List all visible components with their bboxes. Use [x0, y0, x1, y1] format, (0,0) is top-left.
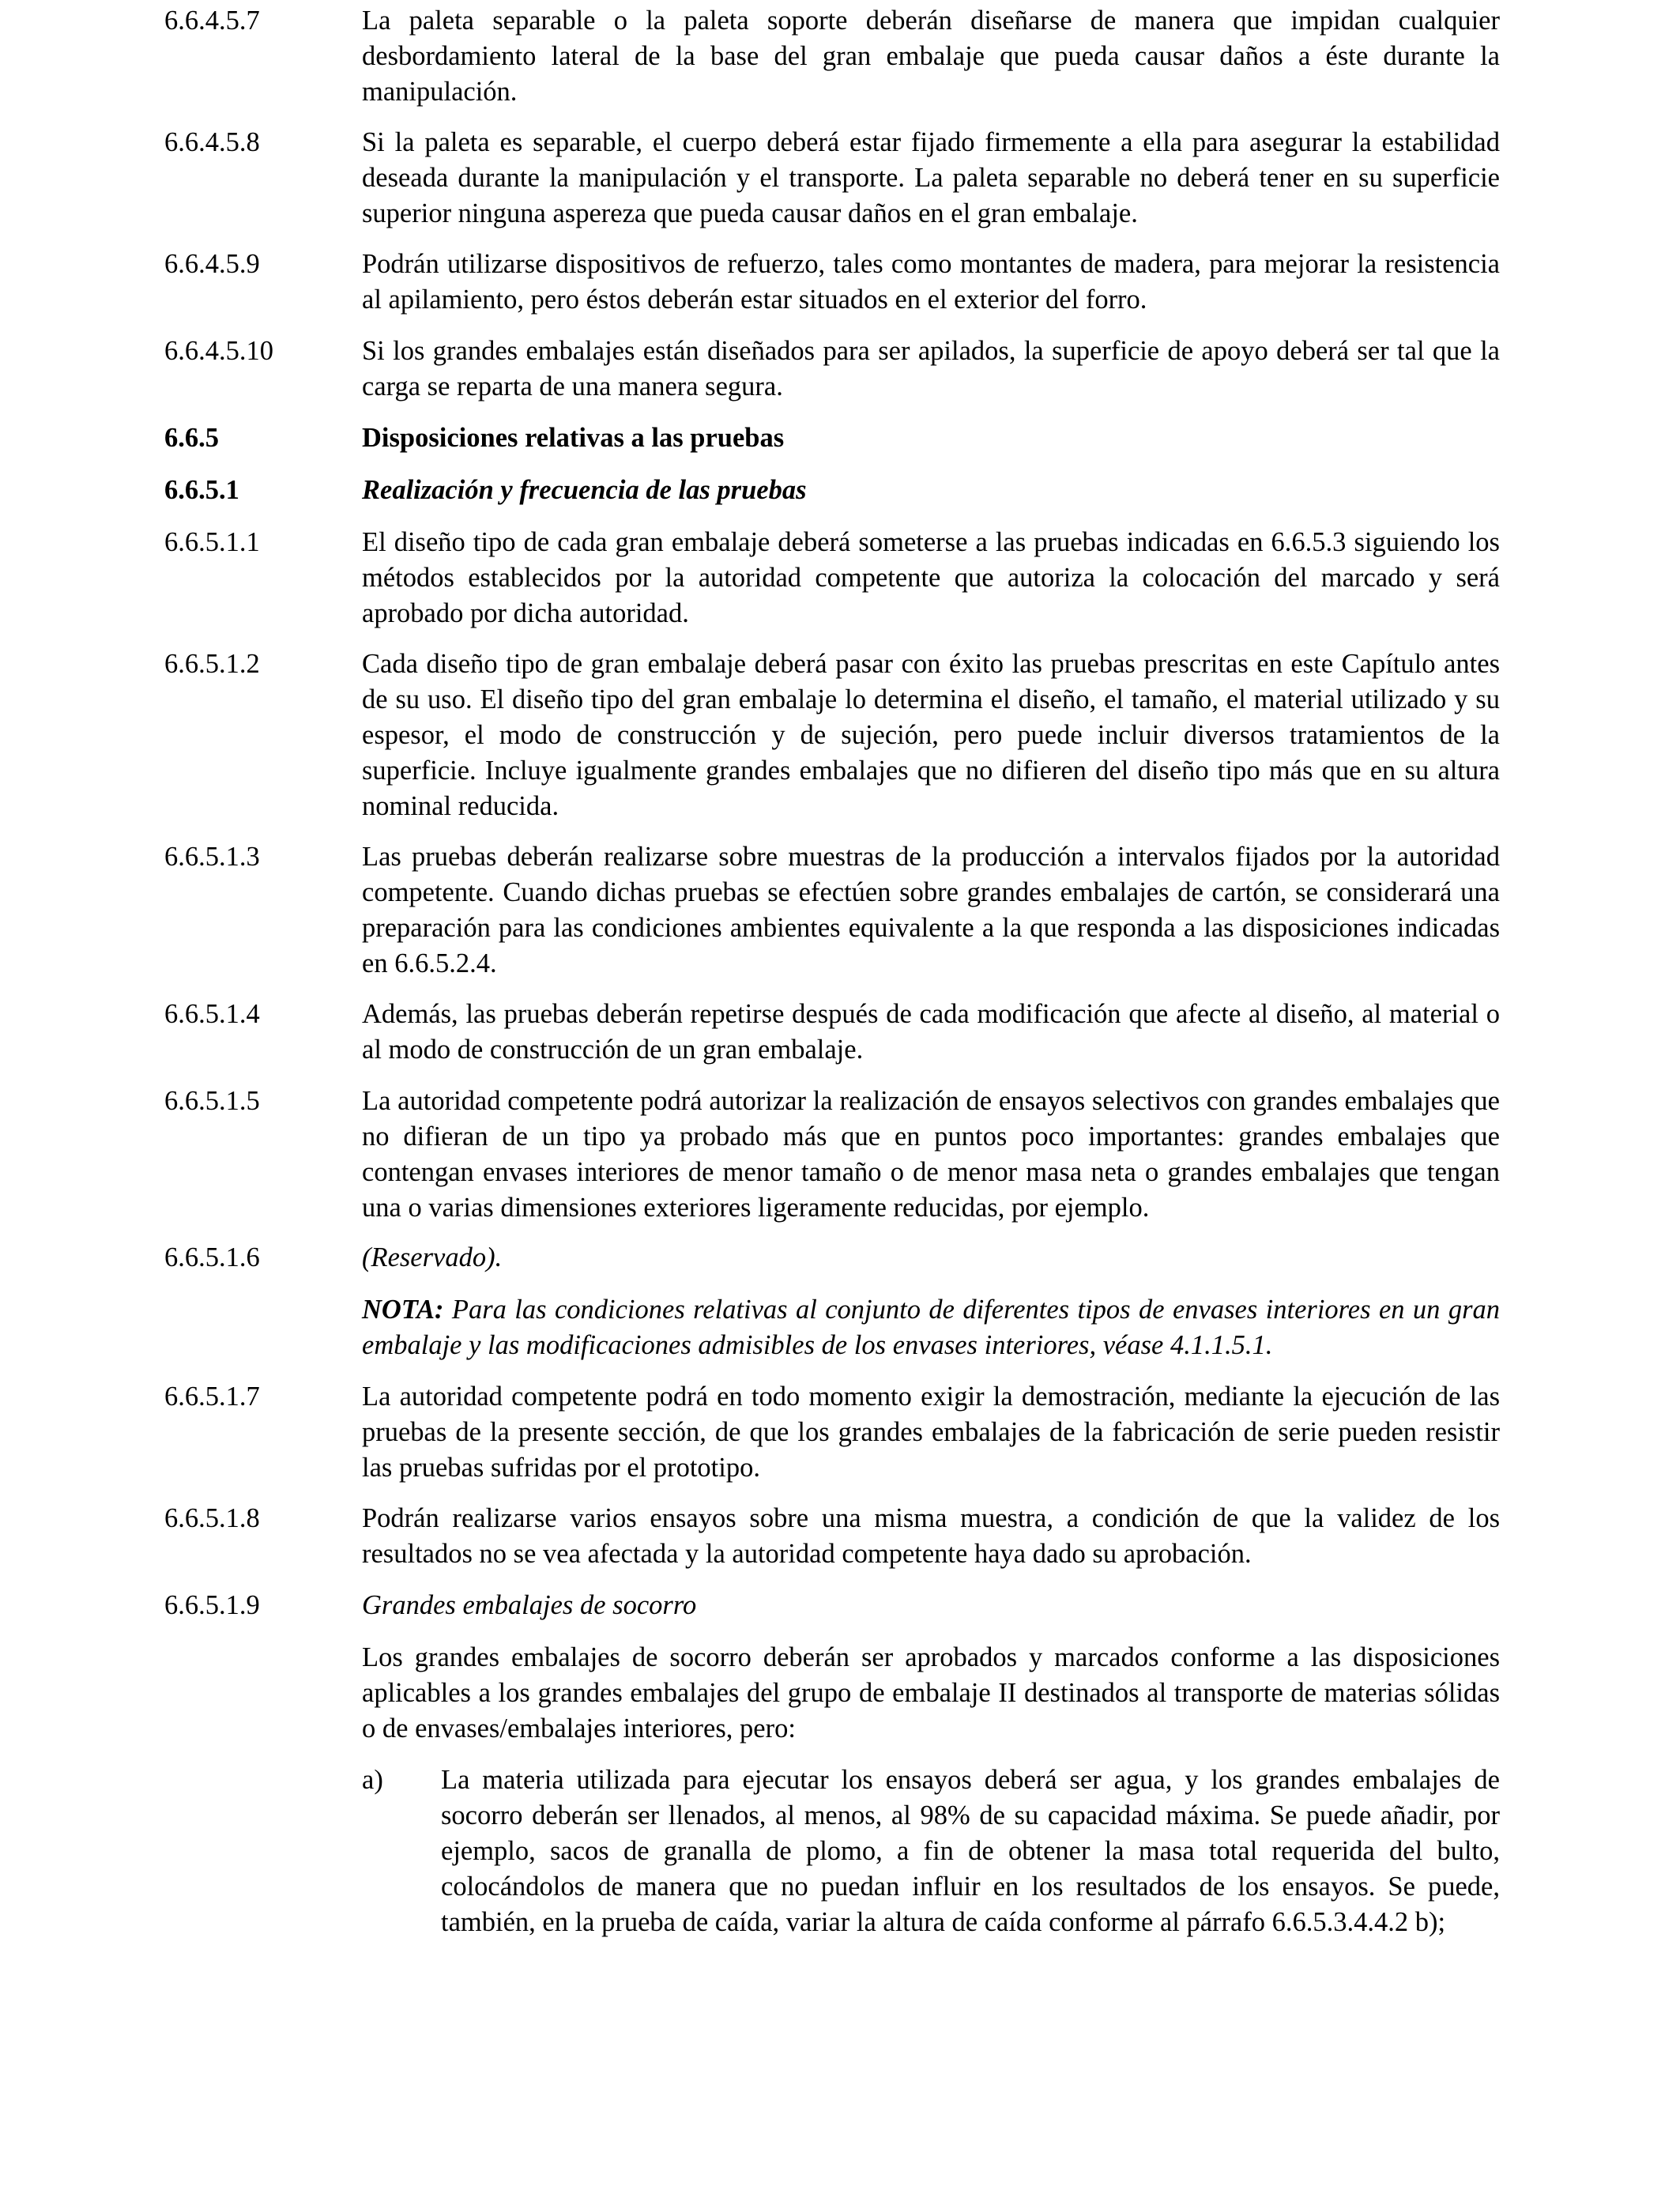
paragraph-6-6-5-1-2 — [164, 647, 1500, 824]
note-body: Para las condiciones relativas al conjunto de diferentes tipos de envases interiores en un gran embalaje y las modificaciones admisibles de los envases interiores, véase 4.1.1.5.1. — [362, 1295, 1500, 1360]
paragraph-text: Las pruebas deberán realizarse sobre muestras de la producción a intervalos fijados por la autoridad competente. Cuando dichas pruebas se efectúen sobre grandes embalajes de cartón, se considerará una preparación para las condiciones ambientes equivalente a la que responda a las disposiciones indicadas en 6.6.5.2.4. — [362, 842, 1500, 978]
paragraph-6-6-5-1-8 — [164, 1501, 1500, 1572]
paragraph-text: La autoridad competente podrá autorizar la realización de ensayos selectivos con grandes embalajes que no difieran de un tipo ya probado más que en puntos poco importantes: grandes embalajes que contengan envases interiores de menor tamaño o de menor masa neta o grandes embalajes que tengan una o varias dimensiones exteriores ligeramente reducidas, por ejemplo. — [362, 1086, 1500, 1223]
section-title: Disposiciones relativas a las pruebas — [362, 423, 785, 453]
paragraph-socorro-intro — [164, 1640, 1500, 1747]
paragraph-number: 6.6.4.5.8 — [164, 127, 260, 157]
section-number: 6.6.5 — [164, 423, 219, 453]
paragraph-number: 6.6.4.5.9 — [164, 249, 260, 279]
paragraph-6-6-4-5-9 — [164, 247, 1500, 318]
subsection-heading-6-6-5-1 — [164, 473, 1500, 508]
paragraph-text: Podrán realizarse varios ensayos sobre una misma muestra, a condición de que la validez de los resultados no se vea afectada y la autoridad competente haya dado su aprobación. — [362, 1503, 1500, 1569]
paragraph-text: Los grandes embalajes de socorro deberán ser aprobados y marcados conforme a las disposiciones aplicables a los grandes embalajes del grupo de embalaje II destinados al transporte de materias sólidas o de envases/embalajes interiores, pero: — [362, 1642, 1500, 1744]
note-paragraph — [164, 1292, 1500, 1363]
paragraph-number: 6.6.5.1.6 — [164, 1242, 260, 1272]
paragraph-6-6-5-1-7 — [164, 1379, 1500, 1486]
paragraph-number: 6.6.5.1.2 — [164, 649, 260, 679]
list-item-letter: a) — [362, 1765, 383, 1795]
list-item-a — [164, 1762, 1500, 1940]
paragraph-number: 6.6.4.5.10 — [164, 336, 273, 366]
paragraph-6-6-5-1-5 — [164, 1084, 1500, 1226]
paragraph-6-6-5-1-1 — [164, 525, 1500, 631]
paragraph-6-6-4-5-7 — [164, 3, 1500, 110]
paragraph-text: (Reservado). — [362, 1242, 503, 1272]
paragraph-title: Grandes embalajes de socorro — [362, 1590, 697, 1620]
paragraph-text: La autoridad competente podrá en todo momento exigir la demostración, mediante la ejecución de las pruebas de la presente sección, de que los grandes embalajes de la fabricación de serie pueden resistir las pruebas sufridas por el prototipo. — [362, 1382, 1500, 1483]
section-heading-6-6-5 — [164, 420, 1500, 456]
paragraph-number: 6.6.4.5.7 — [164, 6, 260, 36]
paragraph-number: 6.6.5.1.8 — [164, 1503, 260, 1533]
paragraph-number: 6.6.5.1.3 — [164, 842, 260, 872]
paragraph-6-6-4-5-10 — [164, 334, 1500, 405]
paragraph-text: El diseño tipo de cada gran embalaje deberá someterse a las pruebas indicadas en 6.6.5.3 siguiendo los métodos establecidos por la autoridad competente que autoriza la colocación del marcado y será aprobado por dicha autoridad. — [362, 527, 1500, 628]
paragraph-text: Podrán utilizarse dispositivos de refuerzo, tales como montantes de madera, para mejorar la resistencia al apilamiento, pero éstos deberán estar situados en el exterior del forro. — [362, 249, 1500, 315]
paragraph-number: 6.6.5.1.1 — [164, 527, 260, 557]
list-item-text: La materia utilizada para ejecutar los ensayos deberá ser agua, y los grandes embalajes de socorro deberán ser llenados, al menos, al 98% de su capacidad máxima. Se puede añadir, por ejemplo, sacos de granalla de plomo, a fin de obtener la masa total requerida del bulto, colocándolos de manera que no puedan influir en los resultados de los ensayos. Se puede, también, en la prueba de caída, variar la altura de caída conforme al párrafo 6.6.5.3.4.4.2 b); — [441, 1765, 1500, 1937]
note-text — [362, 1292, 1500, 1363]
paragraph-text: Si la paleta es separable, el cuerpo deberá estar fijado firmemente a ella para asegurar la estabilidad deseada durante la manipulación y el transporte. La paleta separable no deberá tener en su superficie superior ninguna aspereza que pueda causar daños en el gran embalaje. — [362, 127, 1500, 228]
list-item — [362, 1762, 1500, 1940]
paragraph-number: 6.6.5.1.5 — [164, 1086, 260, 1116]
paragraph-number: 6.6.5.1.9 — [164, 1590, 260, 1620]
paragraph-6-6-4-5-8 — [164, 125, 1500, 232]
paragraph-number: 6.6.5.1.4 — [164, 999, 260, 1029]
subsection-number: 6.6.5.1 — [164, 475, 239, 505]
subsection-title: Realización y frecuencia de las pruebas — [362, 475, 807, 505]
paragraph-text: Además, las pruebas deberán repetirse después de cada modificación que afecte al diseño, al material o al modo de construcción de un gran embalaje. — [362, 999, 1500, 1065]
paragraph-6-6-5-1-4 — [164, 997, 1500, 1068]
paragraph-text: La paleta separable o la paleta soporte deberán diseñarse de manera que impidan cualquier desbordamiento lateral de la base del gran embalaje que pueda causar daños a éste durante la manipulación. — [362, 6, 1500, 107]
paragraph-6-6-5-1-9 — [164, 1588, 1500, 1623]
paragraph-text: Cada diseño tipo de gran embalaje deberá pasar con éxito las pruebas prescritas en este Capítulo antes de su uso. El diseño tipo del gran embalaje lo determina el diseño, el tamaño, el material utilizado y su espesor, el modo de construcción y de sujeción, pero puede incluir diversos tratamientos de la superficie. Incluye igualmente grandes embalajes que no difieren del diseño tipo más que en su altura nominal reducida. — [362, 649, 1500, 821]
paragraph-text: Si los grandes embalajes están diseñados para ser apilados, la superficie de apoyo deberá ser tal que la carga se reparta de una manera segura. — [362, 336, 1500, 401]
paragraph-6-6-5-1-3 — [164, 839, 1500, 982]
note-label: NOTA: — [362, 1295, 444, 1325]
paragraph-6-6-5-1-6 — [164, 1240, 1500, 1276]
paragraph-number: 6.6.5.1.7 — [164, 1382, 260, 1412]
